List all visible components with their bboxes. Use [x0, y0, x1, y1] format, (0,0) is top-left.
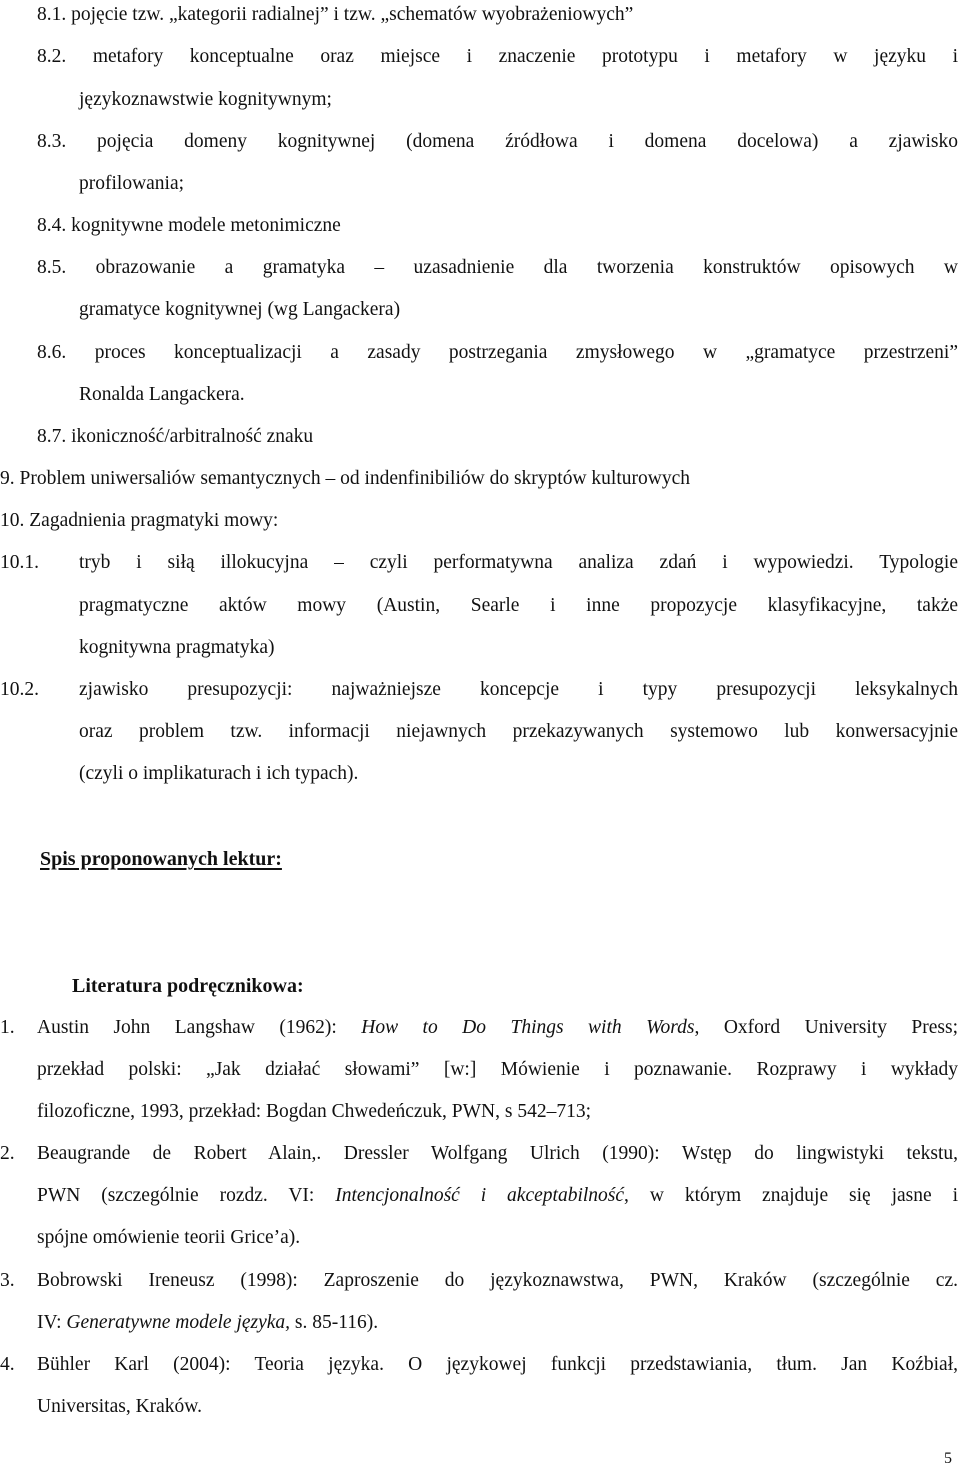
outline-item-10: 10. Zagadnienia pragmatyki mowy:: [0, 510, 279, 531]
outline-item-8-5: 8.5. obrazowanie a gramatyka – uzasadnienie dla tworzenia konstruktów opisowych w: [37, 257, 958, 278]
outline-item-10-1-cont: pragmatyczne aktów mowy (Austin, Searle i inne propozycje klasyfikacyjne, także: [79, 595, 958, 616]
reference-3-line-1: Bobrowski Ireneusz (1998): Zaproszenie do językoznawstwa, PWN, Kraków (szczególnie cz.: [37, 1270, 958, 1291]
reference-number-3: 3.: [0, 1270, 15, 1291]
outline-item-8-5-cont: gramatyce kognitywnej (wg Langackera): [79, 299, 401, 320]
reference-2-line-1: Beaugrande de Robert Alain,. Dressler Wolfgang Ulrich (1990): Wstęp do lingwistyki tekstu,: [37, 1143, 958, 1164]
outline-item-8-2: 8.2. metafory konceptualne oraz miejsce i znaczenie prototypu i metafory w języku i: [37, 46, 958, 67]
outline-item-10-2: zjawisko presupozycji: najważniejsze koncepcje i typy presupozycji leksykalnych: [79, 679, 958, 700]
reference-4-line-1: Bühler Karl (2004): Teoria języka. O językowej funkcji przedstawiania, tłum. Jan Koźbiał,: [37, 1354, 958, 1375]
outline-item-10-1-cont2: kognitywna pragmatyka): [79, 637, 275, 658]
reference-number-4: 4.: [0, 1354, 15, 1375]
reference-3-line-2: IV: Generatywne modele języka, s. 85-116).: [37, 1312, 379, 1333]
outline-number-10-2: 10.2.: [0, 679, 39, 700]
outline-item-8-2-cont: językoznawstwie kognitywnym;: [79, 89, 332, 110]
outline-item-10-1: tryb i siłą illokucyjna – czyli performatywna analiza zdań i wypowiedzi. Typologie: [79, 552, 958, 573]
reference-1-title: How to Do Things with Words: [361, 1017, 695, 1038]
page-number: 5: [944, 1450, 952, 1467]
outline-number-10-1: 10.1.: [0, 552, 39, 573]
outline-item-8-3: 8.3. pojęcia domeny kognitywnej (domena źródłowa i domena docelowa) a zjawisko: [37, 131, 958, 152]
outline-item-8-3-cont: profilowania;: [79, 173, 185, 194]
reference-3-title: Generatywne modele języka,: [66, 1312, 291, 1333]
outline-item-10-2-cont2: (czyli o implikaturach i ich typach).: [79, 763, 359, 784]
reading-list-heading: Spis proponowanych lektur:: [40, 848, 282, 870]
outline-item-8-7: 8.7. ikoniczność/arbitralność znaku: [37, 426, 314, 447]
outline-item-9: 9. Problem uniwersaliów semantycznych – od indenfinibiliów do skryptów kulturowych: [0, 468, 690, 489]
reference-2-title: Intencjonalność i akceptabilność: [335, 1185, 625, 1206]
reference-1-line-3: filozoficzne, 1993, przekład: Bogdan Chwedeńczuk, PWN, s 542–713;: [37, 1101, 591, 1122]
reference-2-line-3: spójne omówienie teorii Grice’a).: [37, 1227, 301, 1248]
reference-2-line-2: PWN (szczególnie rozdz. VI: Intencjonalność i akceptabilność, w którym znajduje się jasne i: [37, 1185, 958, 1206]
textbook-literature-heading: Literatura podręcznikowa:: [72, 975, 304, 997]
outline-item-8-6: 8.6. proces konceptualizacji a zasady postrzegania zmysłowego w „gramatyce przestrzeni”: [37, 342, 958, 363]
outline-item-8-1: 8.1. pojęcie tzw. „kategorii radialnej” i tzw. „schematów wyobrażeniowych”: [37, 4, 634, 25]
outline-item-8-4: 8.4. kognitywne modele metonimiczne: [37, 215, 341, 236]
reference-number-2: 2.: [0, 1143, 15, 1164]
reference-1-line-2: przekład polski: „Jak działać słowami” [w:] Mówienie i poznawanie. Rozprawy i wykłady: [37, 1059, 958, 1080]
reference-1-line-1: Austin John Langshaw (1962): How to Do Things with Words, Oxford University Press;: [37, 1017, 958, 1038]
outline-item-10-2-cont: oraz problem tzw. informacji niejawnych przekazywanych systemowo lub konwersacyjnie: [79, 721, 958, 742]
outline-item-8-6-cont: Ronalda Langackera.: [79, 384, 245, 405]
reference-number-1: 1.: [0, 1017, 15, 1038]
reference-4-line-2: Universitas, Kraków.: [37, 1396, 202, 1417]
